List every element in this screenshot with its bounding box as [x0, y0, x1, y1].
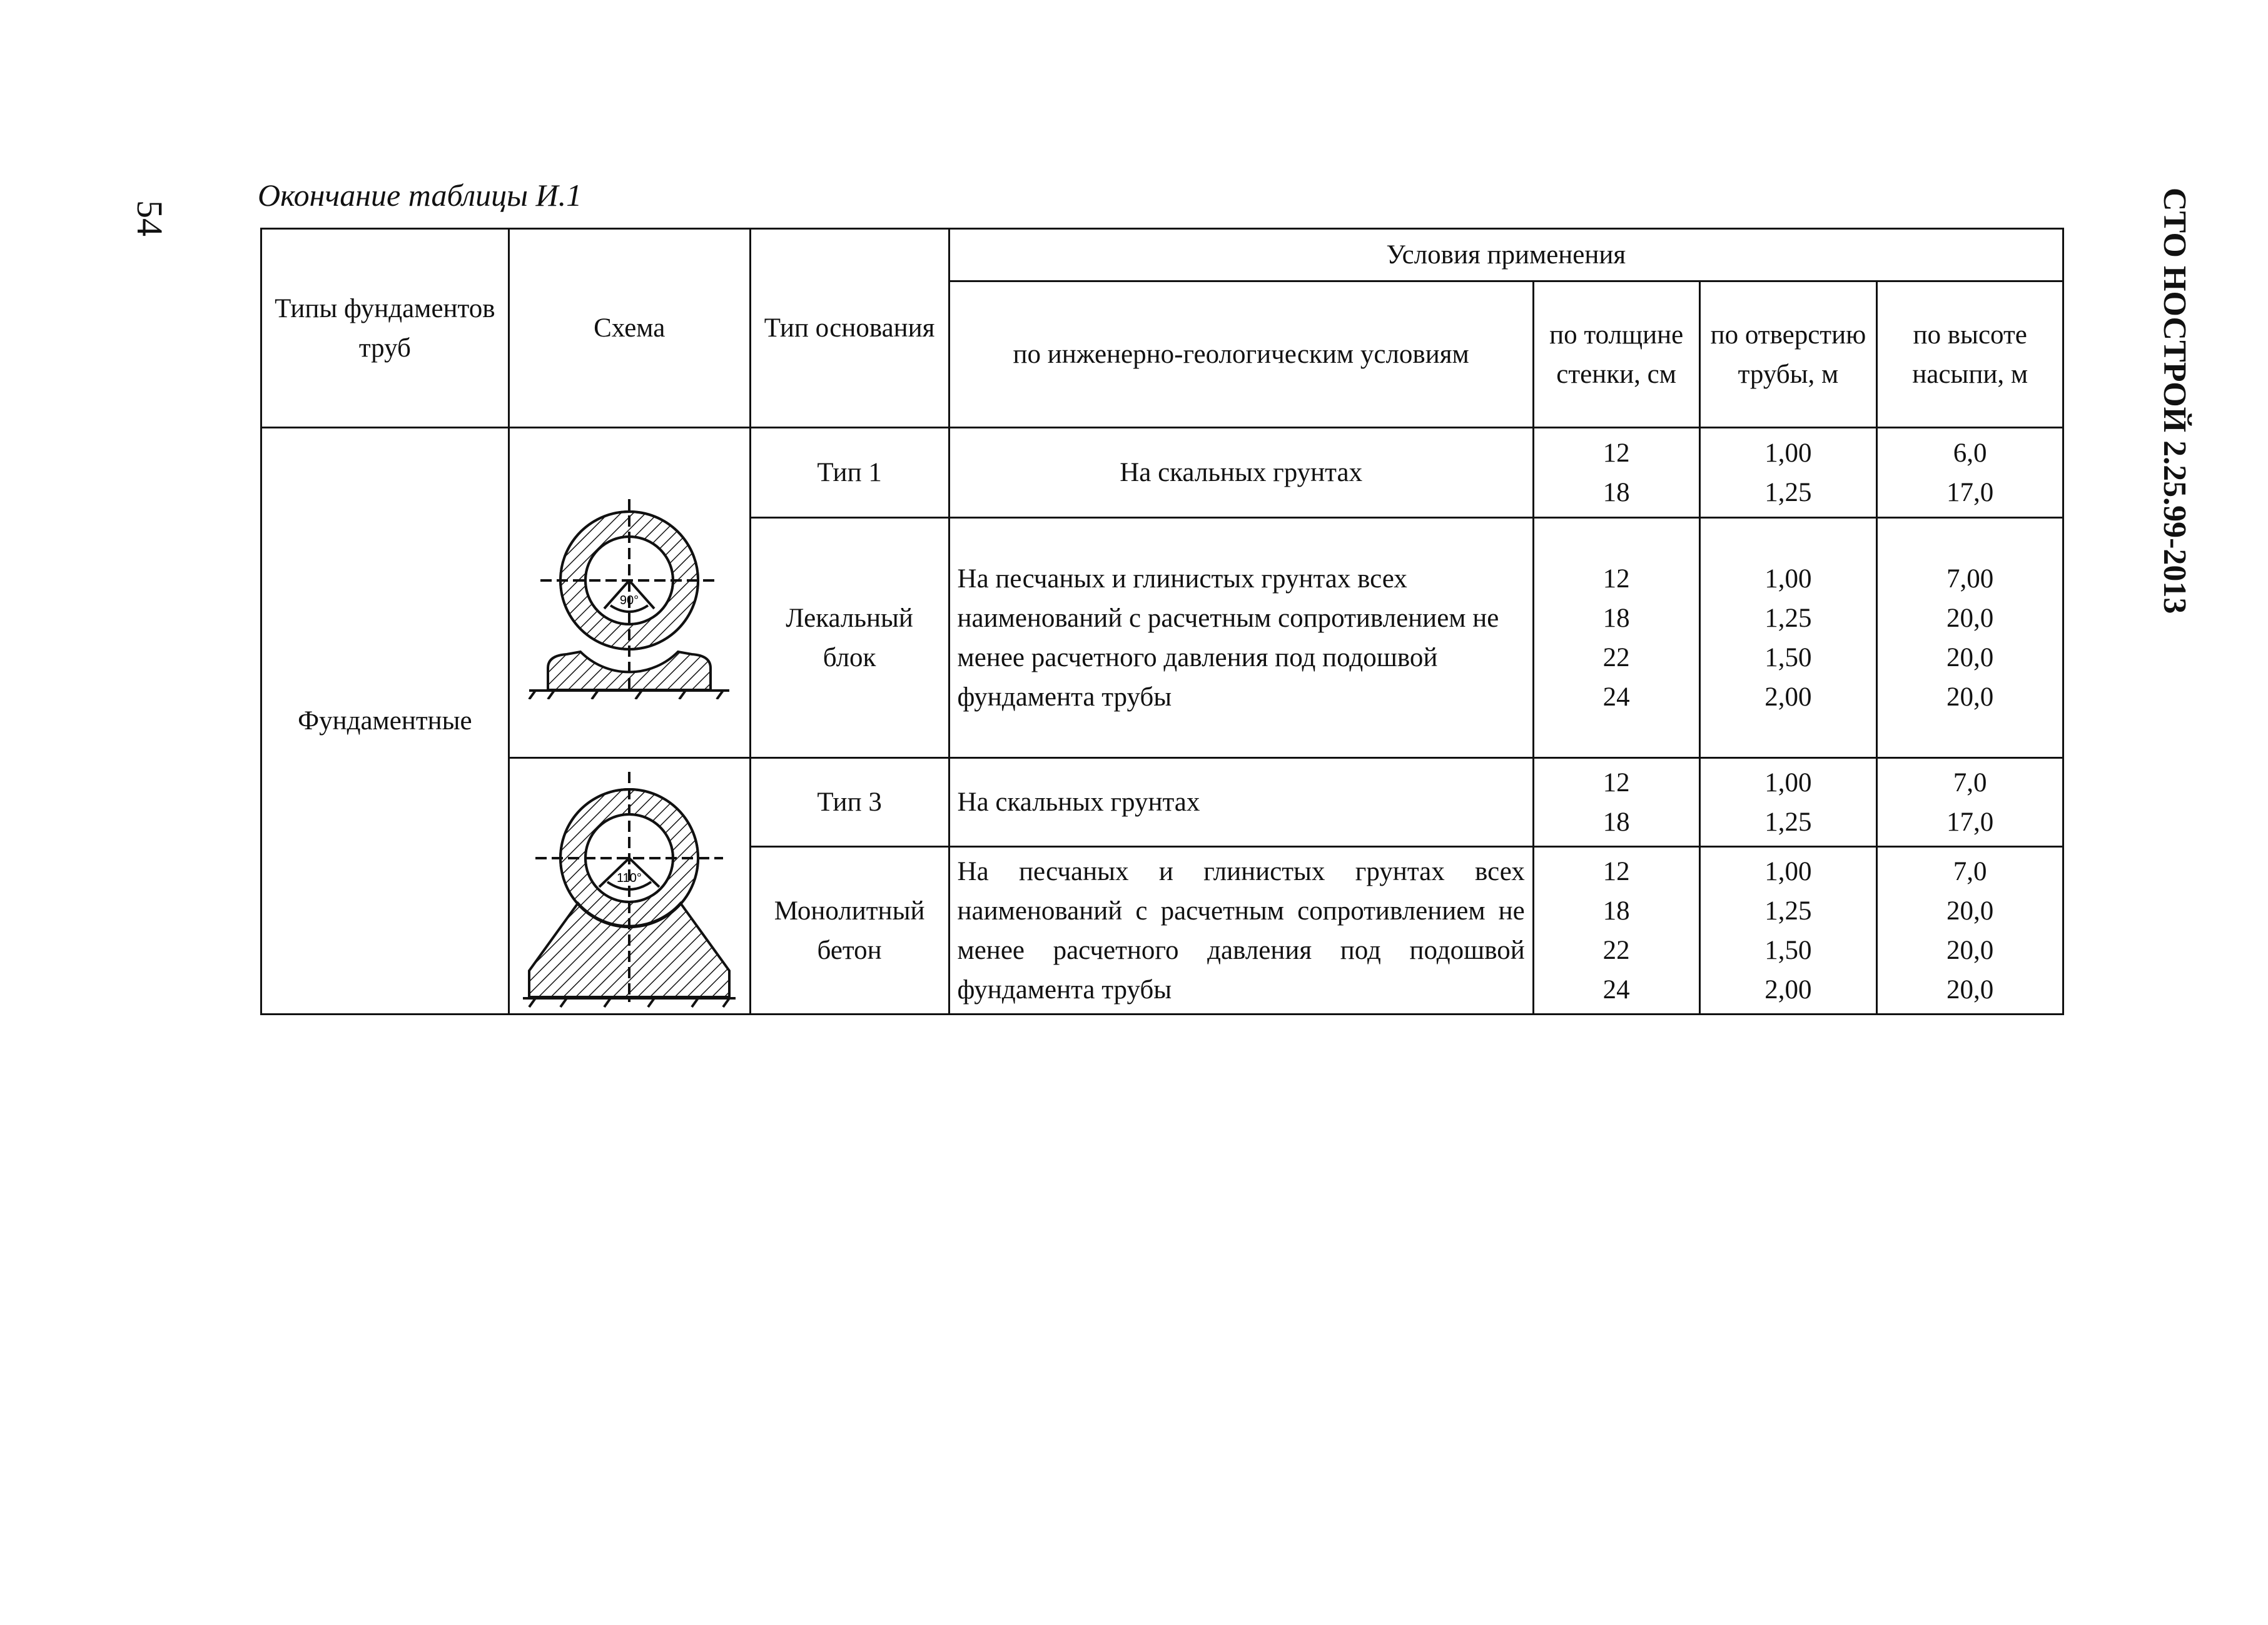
- wall-values: [1533, 758, 1699, 847]
- header-wall-thickness: по толщине стенки, см: [1533, 281, 1699, 428]
- geo-conditions: На скальных грунтах: [949, 758, 1533, 847]
- page-number: 54: [129, 200, 170, 236]
- opening-value: 2,00: [1764, 682, 1812, 712]
- opening-values: [1699, 518, 1877, 758]
- opening-value: 1,00: [1764, 767, 1812, 797]
- wall-value: 18: [1602, 896, 1630, 926]
- scheme-angle-label: 110°: [617, 871, 642, 885]
- wall-values: [1533, 847, 1699, 1015]
- height-value: 20,0: [1947, 896, 1994, 926]
- opening-value: 1,50: [1764, 642, 1812, 672]
- base-type: Лекальный блок: [750, 518, 949, 758]
- height-value: 6,0: [1953, 438, 1987, 468]
- header-pipe-opening: по отверстию трубы, м: [1699, 281, 1877, 428]
- wall-values: [1533, 518, 1699, 758]
- opening-value: 1,25: [1764, 603, 1812, 633]
- opening-values: [1699, 847, 1877, 1015]
- table-continuation-title: Окончание таблицы И.1: [258, 178, 582, 213]
- wall-value: 12: [1602, 564, 1630, 594]
- height-value: 20,0: [1947, 974, 1994, 1005]
- height-values: [1877, 758, 2063, 847]
- opening-value: 2,00: [1764, 974, 1812, 1005]
- opening-value: 1,25: [1764, 807, 1812, 837]
- height-value: 20,0: [1947, 603, 1994, 633]
- opening-values: [1699, 758, 1877, 847]
- height-value: 20,0: [1947, 935, 1994, 965]
- scheme-cell-1: [509, 428, 750, 758]
- wall-values: [1533, 428, 1699, 518]
- height-value: 7,0: [1953, 767, 1987, 797]
- wall-value: 24: [1602, 974, 1630, 1005]
- height-values: [1877, 518, 2063, 758]
- height-value: 17,0: [1947, 807, 1994, 837]
- wall-value: 12: [1602, 438, 1630, 468]
- opening-value: 1,50: [1764, 935, 1812, 965]
- wall-value: 18: [1602, 807, 1630, 837]
- geo-conditions: На песчаных и глинистых грунтах всех наименований с расчетным сопротивлением не менее расчетного давления под подошвой фундамента трубы: [949, 847, 1533, 1015]
- height-values: [1877, 428, 2063, 518]
- geo-conditions: На песчаных и глинистых грунтах всех наименований с расчетным сопротивлением не менее расчетного давления под подошвой фундамента трубы: [949, 518, 1533, 758]
- base-type: Монолитный бетон: [750, 847, 949, 1015]
- wall-value: 18: [1602, 477, 1630, 507]
- geo-conditions: На скальных грунтах: [949, 428, 1533, 518]
- height-value: 20,0: [1947, 682, 1994, 712]
- opening-value: 1,00: [1764, 438, 1812, 468]
- scheme-angle-label: 90°: [620, 593, 639, 607]
- scheme-cell-2: [509, 758, 750, 1015]
- opening-value: 1,00: [1764, 856, 1812, 886]
- opening-value: 1,00: [1764, 564, 1812, 594]
- height-value: 7,0: [1953, 856, 1987, 886]
- height-value: 20,0: [1947, 642, 1994, 672]
- pipe-scheme-110-icon: [523, 764, 736, 1008]
- header-base-type: Тип основания: [750, 229, 949, 428]
- opening-value: 1,25: [1764, 477, 1812, 507]
- wall-value: 22: [1602, 935, 1630, 965]
- pipe-scheme-90-icon: [523, 487, 736, 699]
- group-label: Фундаментные: [261, 428, 509, 1015]
- height-value: 17,0: [1947, 477, 1994, 507]
- wall-value: 18: [1602, 603, 1630, 633]
- height-values: [1877, 847, 2063, 1015]
- opening-value: 1,25: [1764, 896, 1812, 926]
- base-type: Тип 1: [750, 428, 949, 518]
- header-foundation-types: Типы фундаментов труб: [261, 229, 509, 428]
- wall-value: 22: [1602, 642, 1630, 672]
- height-value: 7,00: [1947, 564, 1994, 594]
- header-scheme: Схема: [509, 229, 750, 428]
- foundations-table: [260, 228, 2064, 1015]
- wall-value: 24: [1602, 682, 1630, 712]
- header-fill-height: по высоте насыпи, м: [1877, 281, 2063, 428]
- wall-value: 12: [1602, 856, 1630, 886]
- header-geo-conditions: по инженерно-геологическим условиям: [949, 281, 1533, 428]
- header-conditions: Условия применения: [949, 229, 2063, 281]
- wall-value: 12: [1602, 767, 1630, 797]
- base-type: Тип 3: [750, 758, 949, 847]
- opening-values: [1699, 428, 1877, 518]
- document-code: СТО НОСТРОЙ 2.25.99-2013: [2157, 188, 2192, 614]
